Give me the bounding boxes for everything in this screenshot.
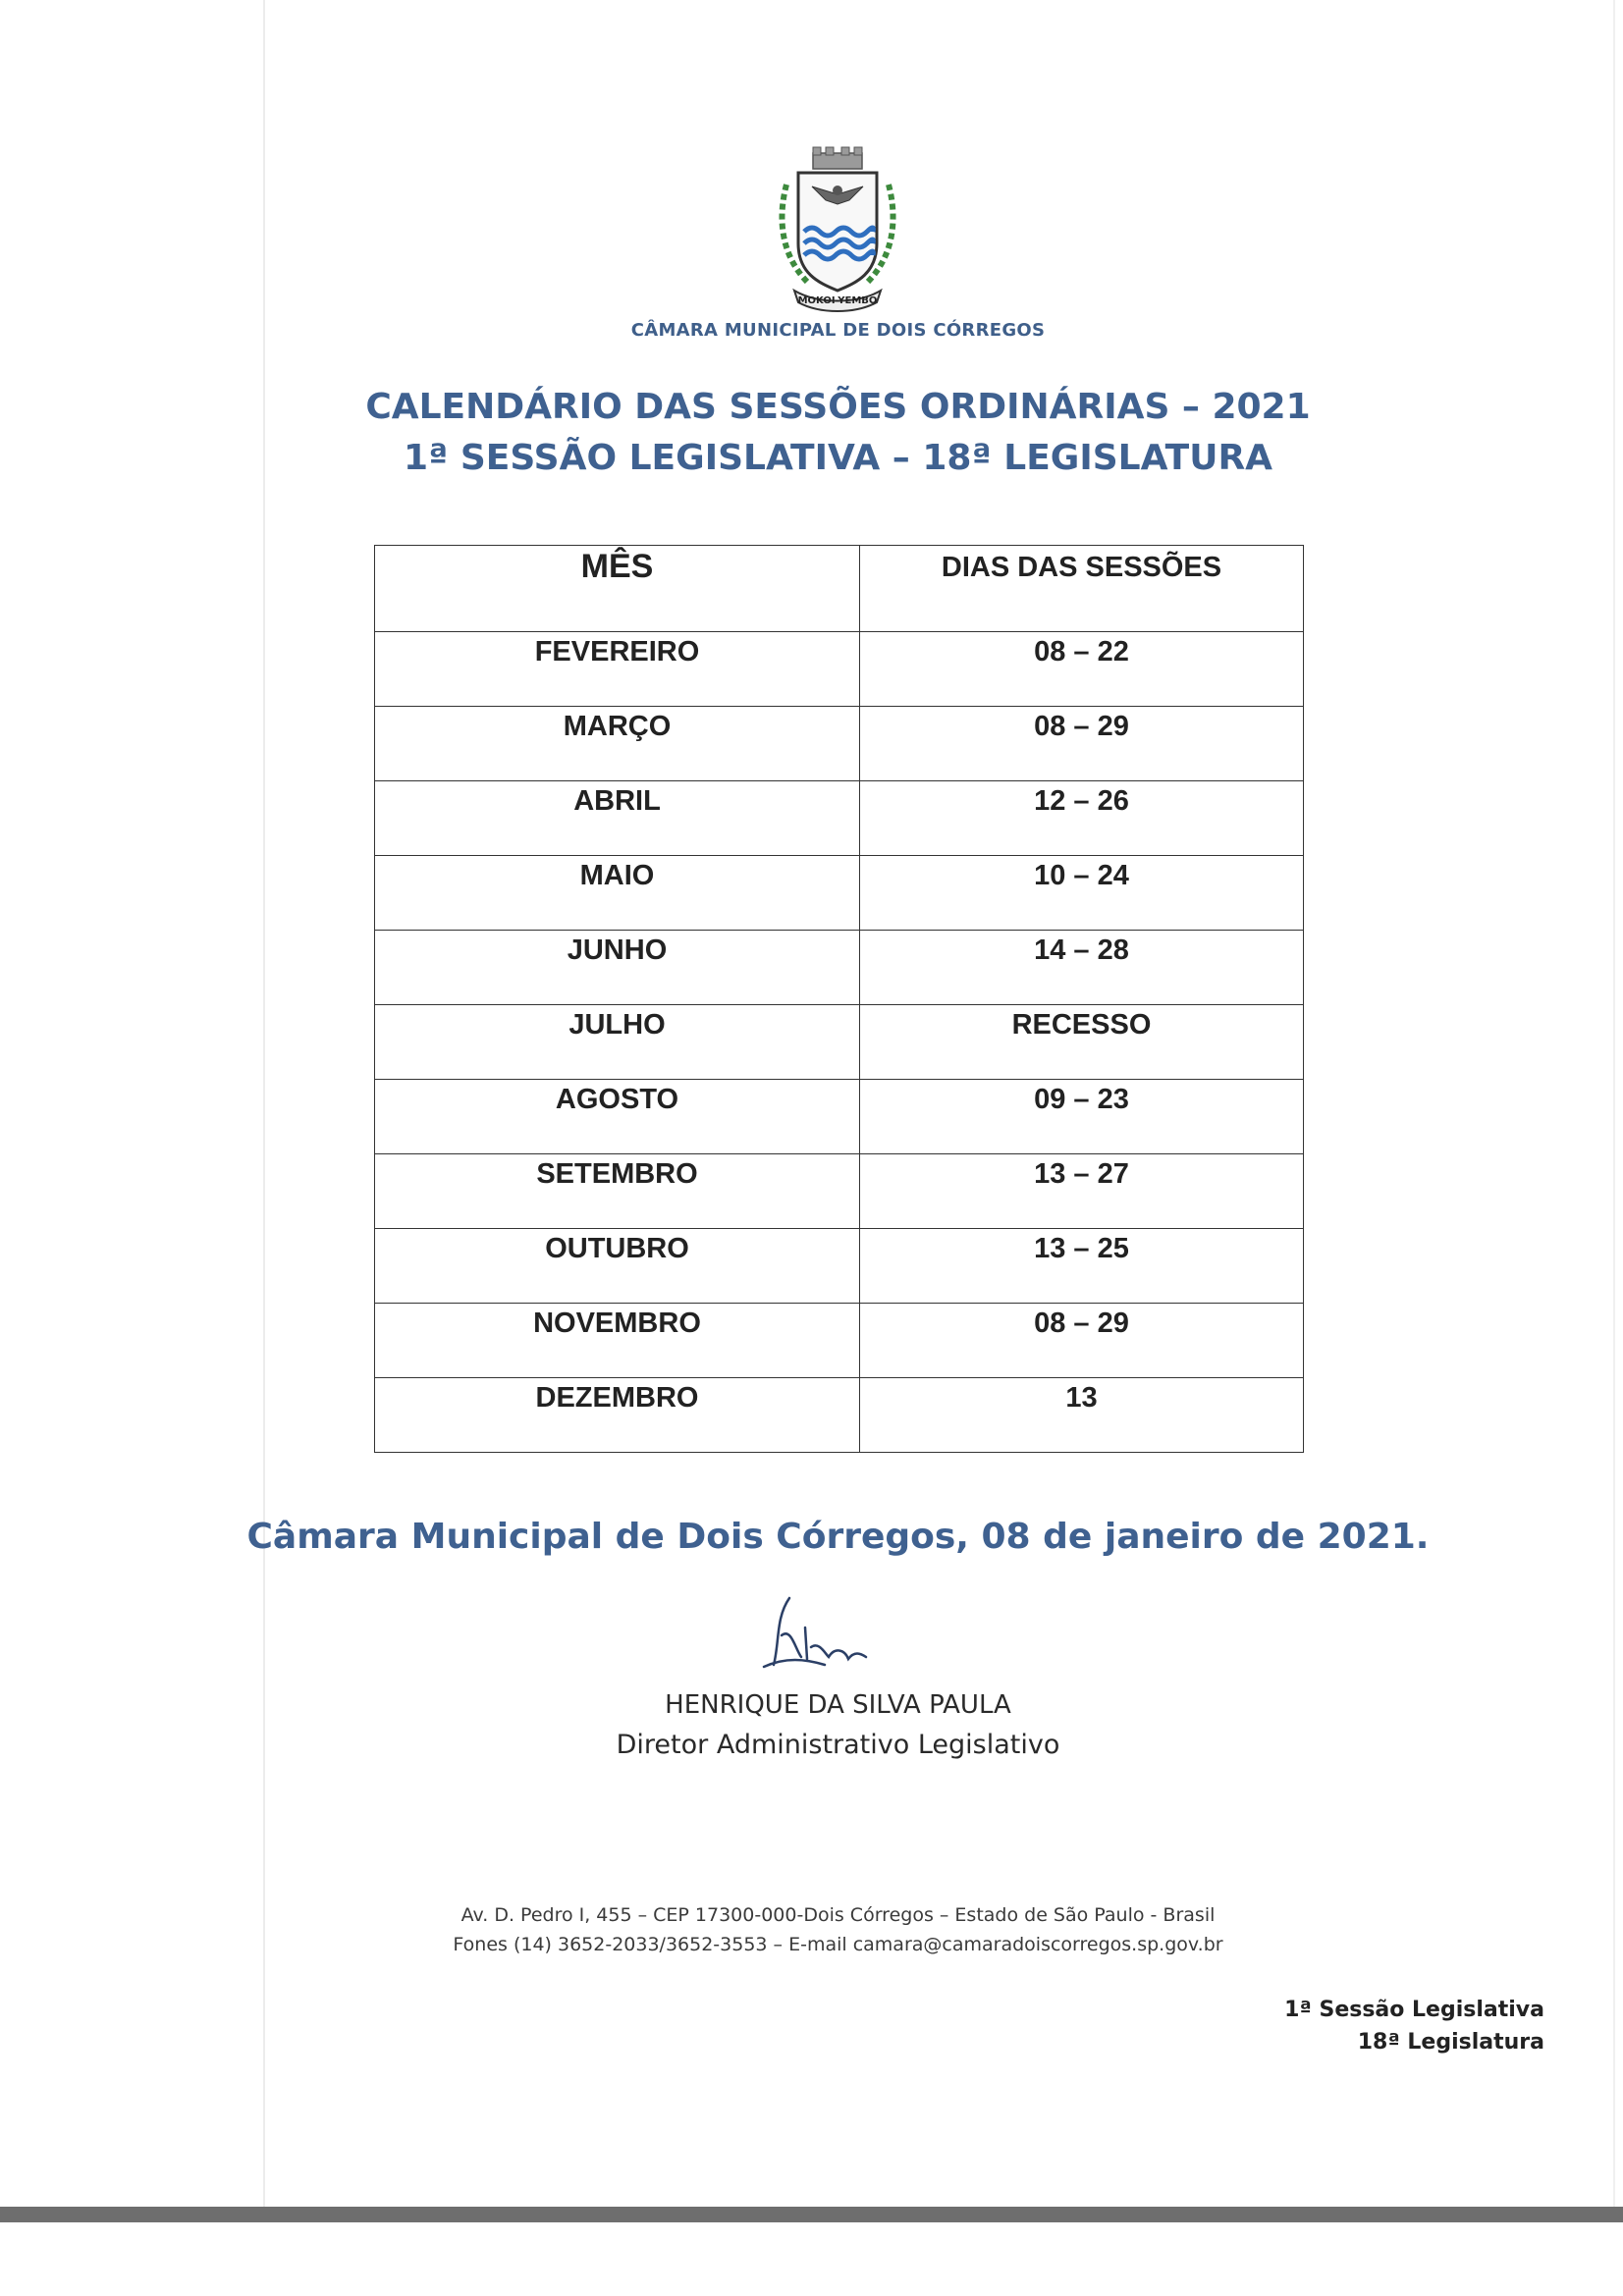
crest-motto: MOKOI-YEMBO xyxy=(797,295,878,306)
table-row xyxy=(375,1154,1304,1229)
contact-line: Fones (14) 3652-2033/3652-3553 – E-mail camara@camaradoiscorregos.sp.gov.br xyxy=(453,1934,1223,1955)
days-cell: RECESSO xyxy=(860,1005,1304,1080)
month-cell: JULHO xyxy=(375,1005,860,1080)
table-header-row xyxy=(375,546,1304,632)
month-cell: OUTUBRO xyxy=(375,1229,860,1304)
month-cell: FEVEREIRO xyxy=(375,632,860,707)
table-row xyxy=(375,856,1304,931)
days-cell: 08 – 29 xyxy=(860,707,1304,781)
table-row xyxy=(375,632,1304,707)
days-cell: 13 – 25 xyxy=(860,1229,1304,1304)
month-cell: MARÇO xyxy=(375,707,860,781)
signer-name: HENRIQUE DA SILVA PAULA xyxy=(665,1690,1011,1720)
days-cell: 12 – 26 xyxy=(860,781,1304,856)
month-cell: AGOSTO xyxy=(375,1080,860,1154)
sessions-table xyxy=(374,545,1304,1453)
days-cell: 10 – 24 xyxy=(860,856,1304,931)
days-cell: 09 – 23 xyxy=(860,1080,1304,1154)
document-title: CALENDÁRIO DAS SESSÕES ORDINÁRIAS – 2021 xyxy=(365,387,1311,427)
handwritten-signature xyxy=(746,1588,903,1686)
table-row xyxy=(375,1378,1304,1453)
month-cell: DEZEMBRO xyxy=(375,1378,860,1453)
days-cell: 13 – 27 xyxy=(860,1154,1304,1229)
table-row xyxy=(375,1080,1304,1154)
column-header-days: DIAS DAS SESSÕES xyxy=(860,546,1304,632)
table-row xyxy=(375,1304,1304,1378)
org-name: CÂMARA MUNICIPAL DE DOIS CÓRREGOS xyxy=(630,320,1046,341)
month-cell: NOVEMBRO xyxy=(375,1304,860,1378)
scan-bottom-bar xyxy=(0,2207,1623,2222)
month-cell: MAIO xyxy=(375,856,860,931)
table-row xyxy=(375,1229,1304,1304)
footer-session-label: 1ª Sessão Legislativa xyxy=(1284,1998,1544,2022)
address-line: Av. D. Pedro I, 455 – CEP 17300-000-Dois Córregos – Estado de São Paulo - Brasil xyxy=(460,1904,1216,1926)
dateline: Câmara Municipal de Dois Córregos, 08 de janeiro de 2021. xyxy=(246,1517,1430,1557)
month-cell: SETEMBRO xyxy=(375,1154,860,1229)
table-row xyxy=(375,781,1304,856)
coat-of-arms-icon xyxy=(769,145,906,317)
days-cell: 13 xyxy=(860,1378,1304,1453)
month-cell: JUNHO xyxy=(375,931,860,1005)
days-cell: 08 – 29 xyxy=(860,1304,1304,1378)
column-header-month: MÊS xyxy=(375,546,860,632)
table-row xyxy=(375,931,1304,1005)
days-cell: 14 – 28 xyxy=(860,931,1304,1005)
table-row xyxy=(375,1005,1304,1080)
month-cell: ABRIL xyxy=(375,781,860,856)
document-subtitle: 1ª SESSÃO LEGISLATIVA – 18ª LEGISLATURA xyxy=(403,438,1273,478)
table-row xyxy=(375,707,1304,781)
footer-legislature-label: 18ª Legislatura xyxy=(1357,2030,1544,2055)
days-cell: 08 – 22 xyxy=(860,632,1304,707)
signer-role: Diretor Administrativo Legislativo xyxy=(616,1730,1060,1760)
